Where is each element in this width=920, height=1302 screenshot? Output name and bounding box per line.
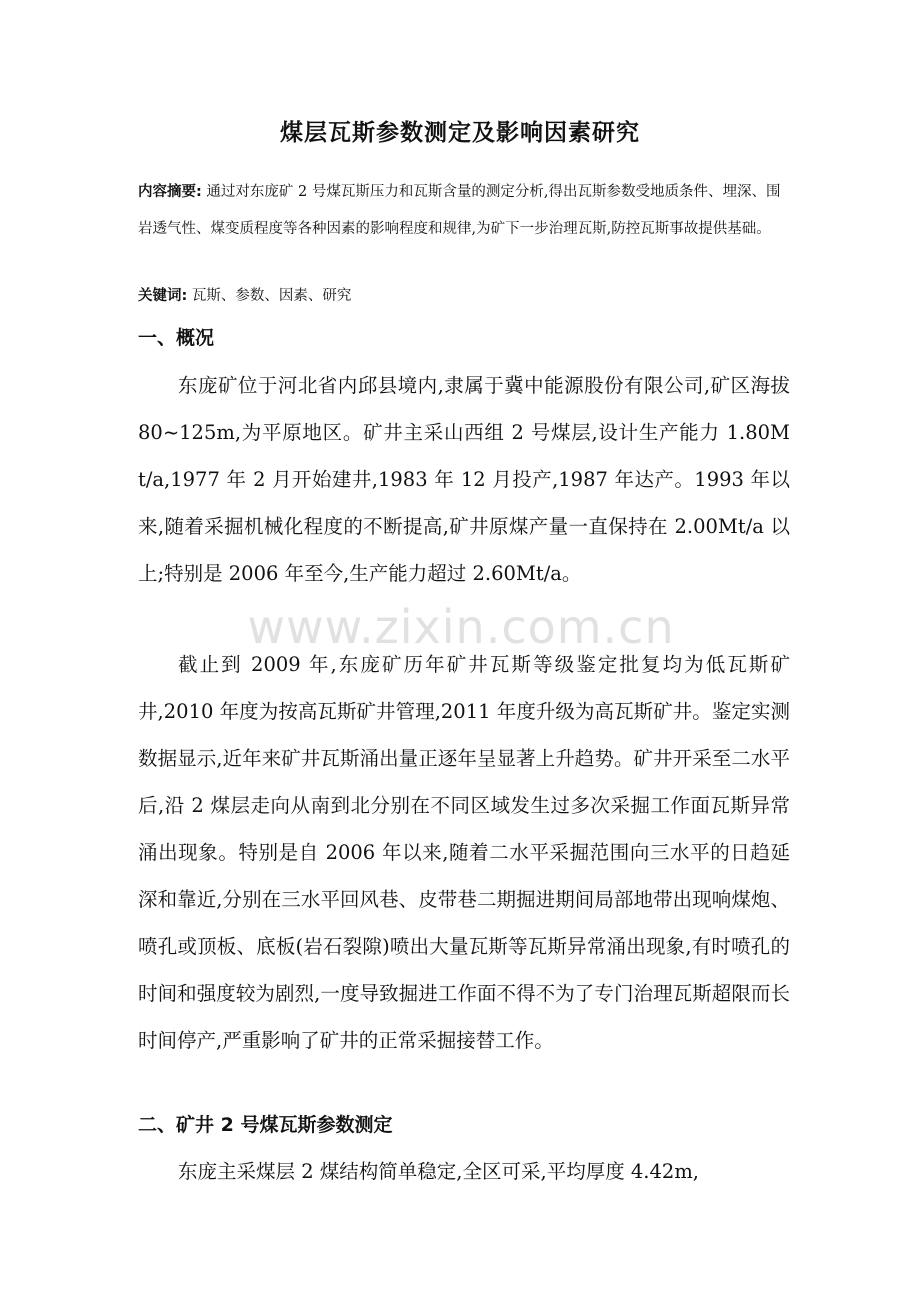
watermark: www.zixin.com.cn <box>247 600 675 654</box>
abstract-text: 通过对东庞矿 2 号煤瓦斯压力和瓦斯含量的测定分析,得出瓦斯参数受地质条件、埋深、围岩透气性、煤变质程度等各种因素的影响程度和规律,为矿下一步治理瓦斯,防控瓦斯事故提供基础。 <box>138 184 781 237</box>
section-heading-gas-parameters: 二、矿井 2 号煤瓦斯参数测定 <box>138 1114 393 1136</box>
paragraph-overview-2: 截止到 2009 年,东庞矿历年矿井瓦斯等级鉴定批复均为低瓦斯矿井,2010 年度为按高瓦斯矿井管理,2011 年度升级为高瓦斯矿井。鉴定实测数据显示,近年来矿井瓦斯涌出量正逐年呈显著上升趋势。矿井开采至二水平后,沿 2 煤层走向从南到北分别在不同区域发生过多次采掘工作面瓦斯异常涌出现象。特别是自 2006 年以来,随着二水平采掘范围向三水平的日趋延深和靠近,分别在三水平回风巷、皮带巷二期掘进期间局部地带出现响煤炮、喷孔或顶板、底板(岩石裂隙)喷出大量瓦斯等瓦斯异常涌出现象,有时喷孔的时间和强度较为剧烈,一度导致掘进工作面不得不为了专门治理瓦斯超限而长时间停产,严重影响了矿井的正常采掘接替工作。 <box>138 653 790 1052</box>
paragraph-overview-1: 东庞矿位于河北省内邱县境内,隶属于冀中能源股份有限公司,矿区海拔 80~125m,为平原地区。矿井主采山西组 2 号煤层,设计生产能力 1.80M t/a,1977 年 2 月开始建井,1983 年 12 月投产,1987 年达产。1993 年以来,随着采掘机械化程度的不断提高,矿井原煤产量一直保持在 2.00Mt/a 以上;特别是 2006 年至今,生产能力超过 2.60Mt/a。 <box>138 374 790 585</box>
abstract-label: 内容摘要: <box>138 184 202 200</box>
paragraph-gas-parameters-1: 东庞主采煤层 2 煤结构简单稳定,全区可采,平均厚度 4.42m, <box>178 1160 700 1183</box>
keywords-text: 瓦斯、参数、因素、研究 <box>191 288 352 304</box>
section-heading-overview: 一、概况 <box>138 327 215 349</box>
keywords-label: 关键词: <box>138 288 188 304</box>
abstract <box>138 174 788 248</box>
keywords <box>138 282 788 310</box>
document-title: 煤层瓦斯参数测定及影响因素研究 <box>280 120 640 146</box>
